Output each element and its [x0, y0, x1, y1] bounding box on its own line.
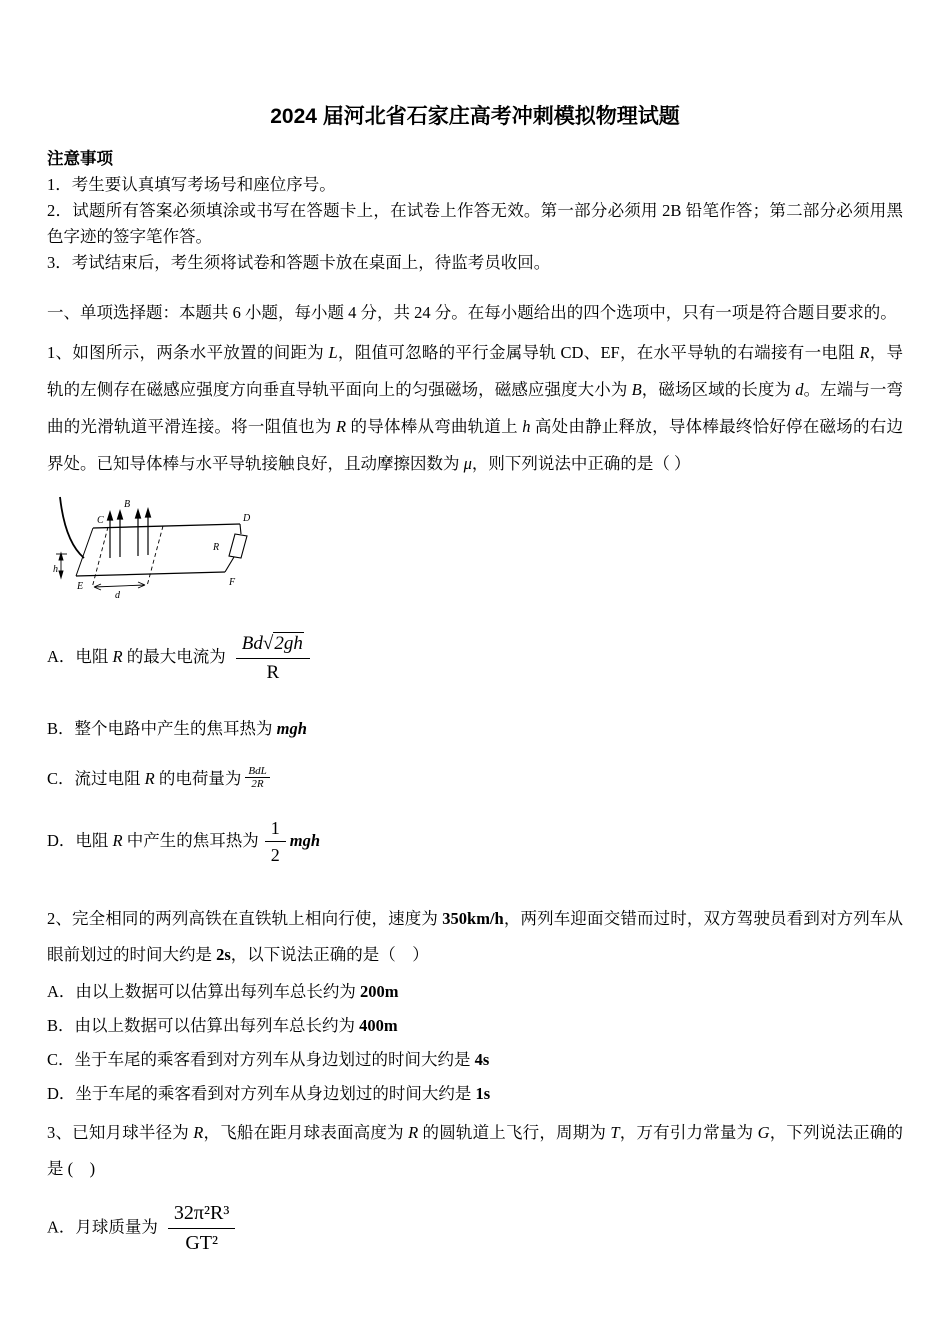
figure-label-r: R — [213, 542, 220, 553]
option-text: C．坐于车尾的乘客看到对方列车从身边划过的时间大约是 — [47, 1049, 475, 1069]
b-arrowhead — [108, 512, 113, 520]
option-text: B．由以上数据可以估算出每列车总长约为 — [47, 1015, 360, 1035]
note-item-1: 1．考生要认真填写考场号和座位序号。 — [47, 175, 336, 194]
fraction-numerator: 1 — [265, 817, 286, 843]
variable: R — [144, 768, 155, 788]
variable: h — [522, 417, 531, 436]
question2-stem — [47, 901, 903, 973]
figure-label-e: E — [77, 581, 84, 592]
option-value: 1s — [475, 1083, 491, 1103]
stem-text: ，下列说法正确的是 ( ) — [47, 1122, 904, 1178]
stem-text: ，飞船在距月球表面高度为 — [203, 1122, 409, 1142]
b-arrowhead — [136, 510, 141, 518]
question1-figure — [53, 496, 258, 604]
stem-text: 3、已知月球半径为 — [47, 1122, 194, 1142]
question2-options — [47, 975, 903, 1111]
stem-text: ，阻值可忽略的平行金属导轨 CD、EF，在水平导轨的右端接有一电阻 — [337, 343, 860, 362]
sqrt-sign: √ — [262, 633, 274, 654]
note-item-3: 3．考试结束后，考生须将试卷和答题卡放在桌面上，待监考员收回。 — [47, 253, 551, 272]
b-arrowhead — [118, 511, 123, 519]
question3-option-a — [47, 1201, 903, 1256]
question1-option-b — [47, 715, 903, 743]
option-value: 400m — [359, 1015, 398, 1035]
question2-option-a — [47, 975, 903, 1009]
stem-text: ，磁场区域的长度为 — [641, 380, 796, 399]
option-text: D．电阻 — [47, 830, 113, 850]
fraction-denominator: 2R — [251, 777, 264, 790]
variable: B — [631, 380, 642, 399]
stem-text: ，导轨的左侧存在磁感应强度方向垂直导轨平面向上的匀强磁场，磁感应强度大小为 — [47, 343, 903, 399]
stem-text: ，万有引力常量为 — [619, 1122, 758, 1142]
page-title: 2024 届河北省石家庄高考冲刺模拟物理试题 — [270, 105, 680, 128]
question1-stem — [47, 334, 903, 482]
question2-option-d — [47, 1077, 903, 1111]
option-text: 的电荷量为 — [154, 768, 242, 788]
stem-text: 的导体棒从弯曲轨道上 — [346, 417, 523, 436]
variable: d — [795, 380, 804, 399]
variable: R — [408, 1122, 419, 1142]
question3-stem — [47, 1115, 903, 1187]
option-text: A．由以上数据可以估算出每列车总长约为 — [47, 981, 361, 1001]
field-left-boundary — [92, 527, 108, 588]
figure-label-f: F — [229, 577, 236, 588]
question2-option-b — [47, 1009, 903, 1043]
variable: T — [610, 1122, 620, 1142]
stem-text: ，以下说法正确的是（ ） — [230, 944, 429, 964]
formula-mgh: mgh — [276, 718, 307, 738]
resistor-body — [229, 534, 247, 558]
field-right-boundary — [147, 526, 163, 586]
d-arrow-line — [94, 585, 145, 587]
ramp-curve — [60, 497, 84, 558]
variable: L — [328, 343, 338, 362]
fraction-numerator: 32π²R³ — [168, 1201, 235, 1229]
fraction-denominator: R — [266, 661, 280, 683]
option-text: B．整个电路中产生的焦耳热为 — [47, 718, 277, 738]
figure-label-d: D — [243, 513, 251, 524]
stem-text: 高处由静止释放，导体棒最终恰好停在磁场的右边界处。已知导体棒与水平导轨接触良好，且动摩擦因数为 — [47, 417, 904, 473]
notes-header: 注意事项 — [47, 149, 113, 168]
value-time: 2s — [216, 944, 231, 964]
variable: R — [112, 830, 123, 850]
question-1 — [47, 334, 903, 867]
option-text: D．坐于车尾的乘客看到对方列车从身边划过的时间大约是 — [47, 1083, 476, 1103]
variable: R — [336, 417, 347, 436]
resistor — [225, 524, 247, 572]
option-text: 中产生的焦耳热为 — [122, 830, 259, 850]
option-value: 200m — [360, 981, 399, 1001]
top-rail — [93, 524, 240, 528]
variable: Bd — [241, 633, 263, 654]
d-dimension — [94, 582, 145, 590]
d-arrowhead-right — [138, 582, 145, 585]
option-text: C．流过电阻 — [47, 768, 145, 788]
figure-label-h: h — [53, 564, 58, 575]
fraction-numerator: BdL — [245, 765, 269, 778]
formula-mgh: mgh — [289, 830, 321, 850]
question1-option-a — [47, 632, 903, 685]
fraction-numerator — [236, 632, 310, 659]
variable: G — [757, 1122, 770, 1142]
figure-label-b: B — [124, 499, 131, 510]
section1-header: 一、单项选择题：本题共 6 小题，每小题 4 分，共 24 分。在每小题给出的四个选项中，只有一项是符合题目要求的。 — [47, 303, 897, 322]
variable: μ — [463, 454, 472, 473]
stem-text: ，两列车迎面交错而过时，双方驾驶员看到对方列车从眼前划过的时间大约是 — [47, 908, 904, 964]
q3-a-fraction — [168, 1201, 235, 1256]
notes-section — [47, 146, 903, 276]
stem-text: 。左端与一弯曲的光滑轨道平滑连接。将一阻值也为 — [47, 380, 904, 436]
value-speed: 350km/h — [442, 908, 504, 928]
note-item-2: 2．试题所有答案必须填涂或书写在答题卡上，在试卷上作答无效。第一部分必须用 2B 铅笔作答；第二部分必须用黑色字迹的签字笔作答。 — [47, 201, 903, 246]
option-value: 4s — [474, 1049, 490, 1069]
sqrt-radicand: 2gh — [274, 633, 303, 654]
resistor-lead-top — [240, 524, 241, 534]
variable: R — [193, 1122, 204, 1142]
fraction-denominator: 2 — [270, 845, 280, 865]
resistor-lead-bottom — [225, 557, 234, 572]
fraction-denominator: GT² — [185, 1231, 218, 1254]
option-text: A．月球质量为 — [47, 1216, 158, 1236]
option-text: 的最大电流为 — [122, 647, 226, 667]
question-3 — [47, 1115, 903, 1256]
q1-c-fraction — [245, 765, 269, 790]
b-arrowhead — [146, 509, 151, 517]
h-arrowhead-bottom — [59, 571, 63, 578]
question1-option-c — [47, 765, 903, 793]
b-field-arrows — [108, 509, 151, 558]
d-arrowhead-left — [94, 587, 101, 590]
option-text: A．电阻 — [47, 647, 113, 667]
stem-text: 的圆轨道上飞行，周期为 — [418, 1122, 611, 1142]
stem-text: 1、如图所示，两条水平放置的间距为 — [47, 343, 329, 362]
q1-d-fraction — [265, 817, 286, 867]
question-2 — [47, 901, 903, 1111]
variable: R — [859, 343, 870, 362]
variable: R — [112, 647, 123, 667]
figure-label-c: C — [97, 515, 104, 526]
question2-option-c — [47, 1043, 903, 1077]
figure-label-dim-d: d — [115, 590, 120, 601]
stem-text: 2、完全相同的两列高铁在直铁轨上相向行使，速度为 — [47, 908, 443, 928]
q1-a-fraction — [236, 632, 310, 685]
stem-text: ，则下列说法中正确的是（ ） — [471, 454, 691, 473]
question1-option-d — [47, 817, 903, 867]
